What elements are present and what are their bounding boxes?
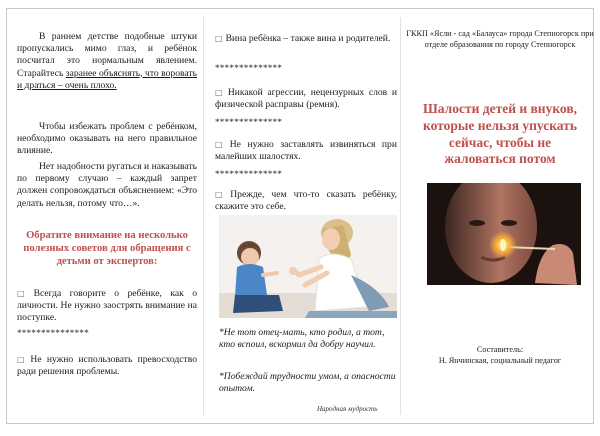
intro-underlined-text: заранее объяснять, что воровать и драться – очень плохо. <box>17 67 197 91</box>
no-need-to-scold-paragraph: Нет надобности ругаться и наказывать по первому случаю – каждый запрет должен сопровождаться объяснением: «Это делать нельзя, потому что…». <box>17 161 197 209</box>
child-with-match-photo <box>427 183 581 285</box>
intro-text: В раннем детстве подобные штуки пропускались мимо глаз, и ребёнок посчитал это нормальным явлением. Старайтесь <box>17 31 197 79</box>
right-panel <box>405 9 595 423</box>
mother-and-child-illustration <box>219 215 397 318</box>
avoid-problems-paragraph: Чтобы избежать проблем с ребёнком, необходимо оказывать на него правильное влияние. <box>17 121 197 157</box>
intro-paragraph <box>17 31 197 92</box>
tip-personality <box>17 288 197 325</box>
brochure-sheet <box>6 8 594 424</box>
tip-think-first <box>215 189 397 213</box>
fold-line-right <box>400 17 401 415</box>
square-bullet-icon: □ <box>17 355 28 364</box>
square-bullet-icon: □ <box>17 289 31 298</box>
square-bullet-icon: □ <box>215 190 228 199</box>
tips-heading: Обратите внимание на несколько полезных советов для обращения с детьми от экспертов: <box>23 230 191 267</box>
compiler-block <box>405 345 595 366</box>
tip-guilt <box>215 33 397 45</box>
fold-line-left <box>203 17 204 415</box>
tip-personality-text: Всегда говорите о ребёнке, как о личности. Не нужно заострять внимание на поступке. <box>17 288 197 324</box>
middle-panel <box>215 9 397 423</box>
tip-no-forced-apology <box>215 139 397 163</box>
tip-no-superiority <box>17 354 197 378</box>
separator-stars: ************** <box>215 169 283 179</box>
tip-no-aggression <box>215 87 397 111</box>
tip-no-aggression-text: Никакой агрессии, нецензурных слов и физической расправы (ремня). <box>215 87 397 111</box>
tip-guilt-text: Вина ребёнка – также вина и родителей. <box>225 33 391 44</box>
left-panel <box>17 9 197 423</box>
separator-stars: ************** <box>215 117 283 127</box>
separator-stars: *************** <box>17 328 89 338</box>
compiler-name: Н. Янчинская, социальный педагог <box>438 355 562 365</box>
square-bullet-icon: □ <box>215 34 223 43</box>
tip-no-forced-apology-text: Не нужно заставлять извиняться при малейших шалостях. <box>215 139 397 163</box>
quote-difficulties: *Побеждай трудности умом, а опасности опытом. <box>219 371 396 395</box>
organization-name: ГККП «Ясли - сад «Балауса» города Степногорск при отделе образования по городу Степногорск <box>406 29 594 49</box>
square-bullet-icon: □ <box>215 88 225 97</box>
tip-think-first-text: Прежде, чем что-то сказать ребёнку, скажите это себе. <box>215 189 397 213</box>
mother-and-child-photo <box>219 215 397 318</box>
tip-no-superiority-text: Не нужно использовать превосходство ради решения проблемы. <box>17 354 197 378</box>
compiler-label: Составитель: <box>476 345 524 354</box>
square-bullet-icon: □ <box>215 140 227 149</box>
separator-stars: ************** <box>215 63 283 73</box>
brochure-title: Шалости детей и внуков, которые нельзя упускать сейчас, чтобы не жаловаться потом <box>422 101 578 167</box>
quote-parents: *Не тот отец-мать, кто родил, а тот, кто вспоил, вскормил да добру научил. <box>219 327 385 351</box>
quote-source: Народная мудрость <box>317 405 378 413</box>
child-with-match-illustration <box>427 183 581 285</box>
